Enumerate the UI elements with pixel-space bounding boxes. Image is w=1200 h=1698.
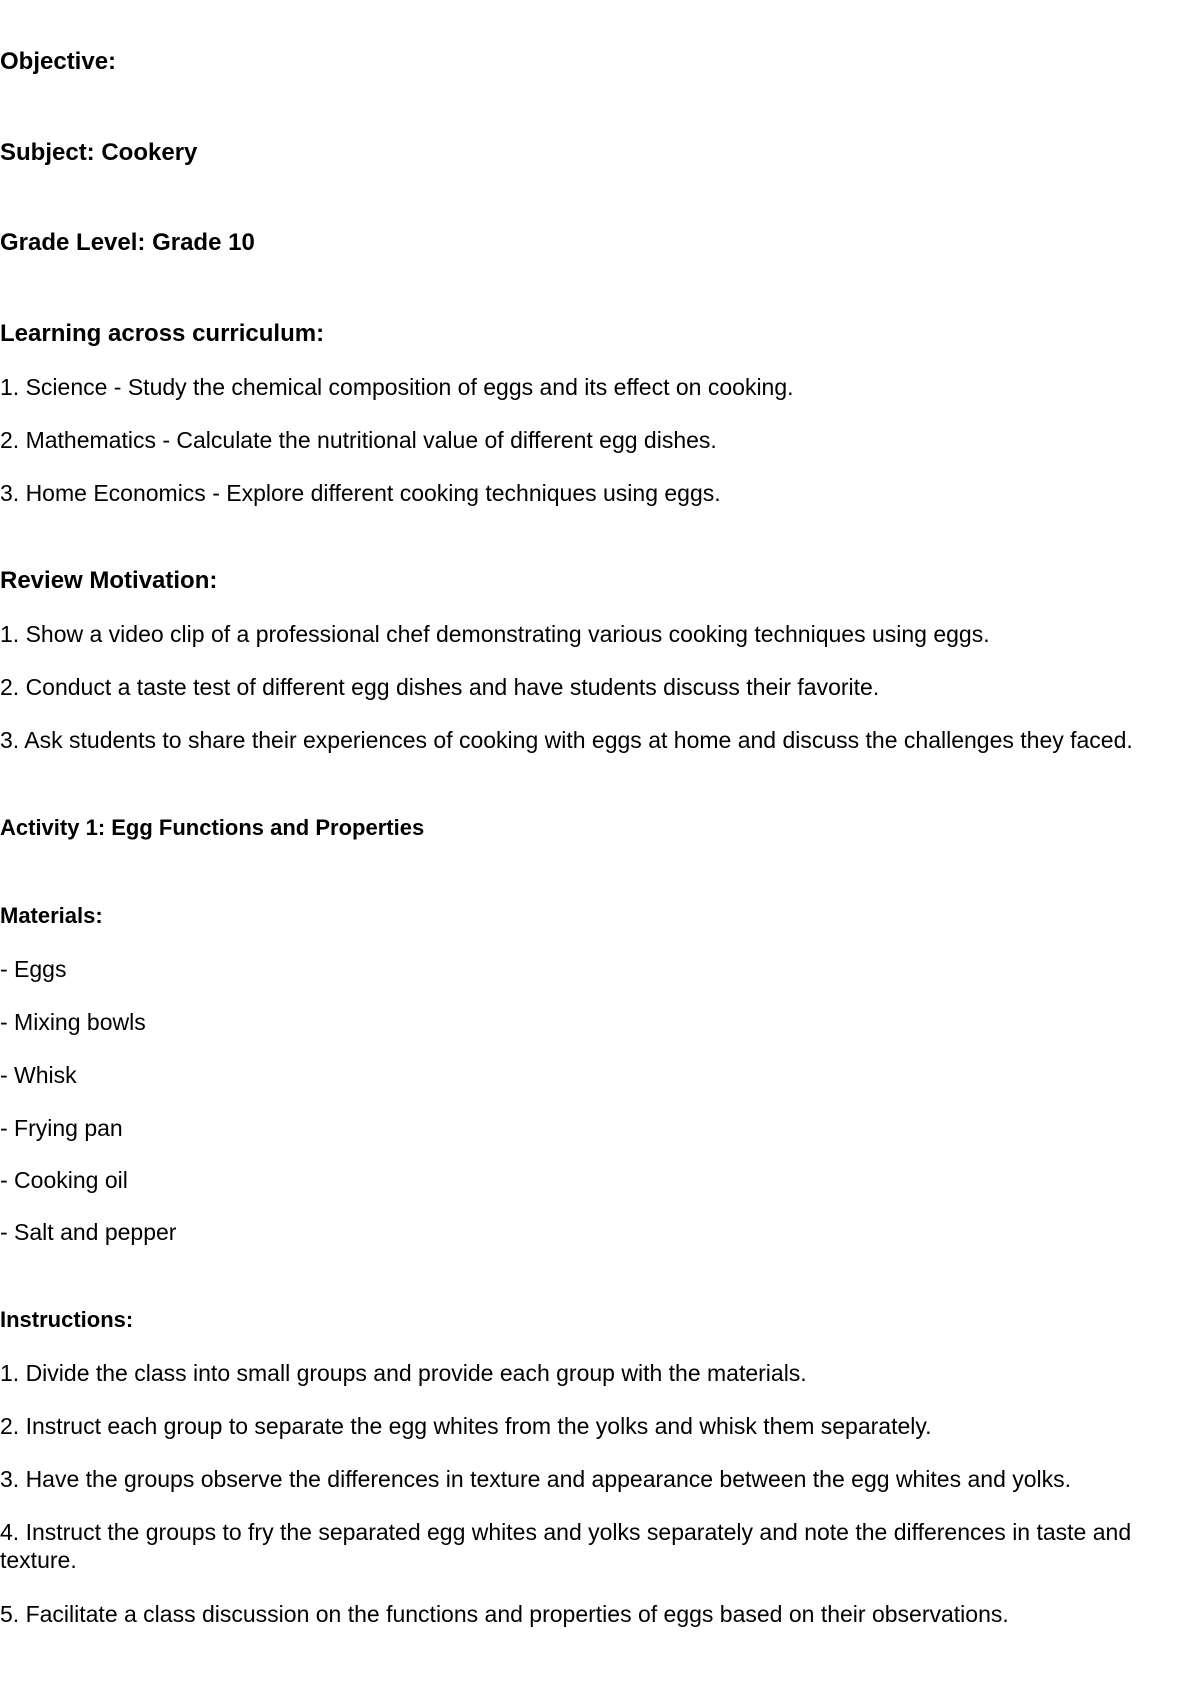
materials-item: - Cooking oil	[0, 1167, 128, 1193]
learning-across-curriculum-heading: Learning across curriculum:	[0, 320, 325, 347]
review-motivation-heading: Review Motivation:	[0, 567, 218, 594]
instructions-item: 1. Divide the class into small groups and provide each group with the materials.	[0, 1360, 807, 1386]
grade-level-heading: Grade Level: Grade 10	[0, 229, 255, 256]
materials-item: - Salt and pepper	[0, 1219, 177, 1245]
subject-heading: Subject: Cookery	[0, 139, 198, 166]
review-item: 1. Show a video clip of a professional chef demonstrating various cooking techniques using eggs.	[0, 621, 990, 647]
instructions-item: 4. Instruct the groups to fry the separated egg whites and yolks separately and note the differences in taste and texture.	[0, 1519, 1132, 1573]
objective-heading: Objective:	[0, 48, 117, 75]
activity-heading: Activity 1: Egg Functions and Properties	[0, 815, 425, 840]
instructions-item: 5. Facilitate a class discussion on the functions and properties of eggs based on their observations.	[0, 1601, 1009, 1627]
instructions-heading: Instructions:	[0, 1307, 134, 1332]
materials-heading: Materials:	[0, 903, 103, 928]
materials-item: - Eggs	[0, 956, 67, 982]
materials-item: - Mixing bowls	[0, 1009, 146, 1035]
learning-item: 2. Mathematics - Calculate the nutritional value of different egg dishes.	[0, 427, 717, 453]
materials-item: - Whisk	[0, 1062, 77, 1088]
instructions-item: 2. Instruct each group to separate the egg whites from the yolks and whisk them separately.	[0, 1413, 932, 1439]
review-item: 3. Ask students to share their experiences of cooking with eggs at home and discuss the challenges they faced.	[0, 727, 1133, 753]
learning-item: 1. Science - Study the chemical composition of eggs and its effect on cooking.	[0, 374, 794, 400]
instructions-item: 3. Have the groups observe the differences in texture and appearance between the egg whites and yolks.	[0, 1466, 1072, 1492]
learning-item: 3. Home Economics - Explore different cooking techniques using eggs.	[0, 480, 721, 506]
review-item: 2. Conduct a taste test of different egg dishes and have students discuss their favorite.	[0, 674, 880, 700]
materials-item: - Frying pan	[0, 1115, 123, 1141]
